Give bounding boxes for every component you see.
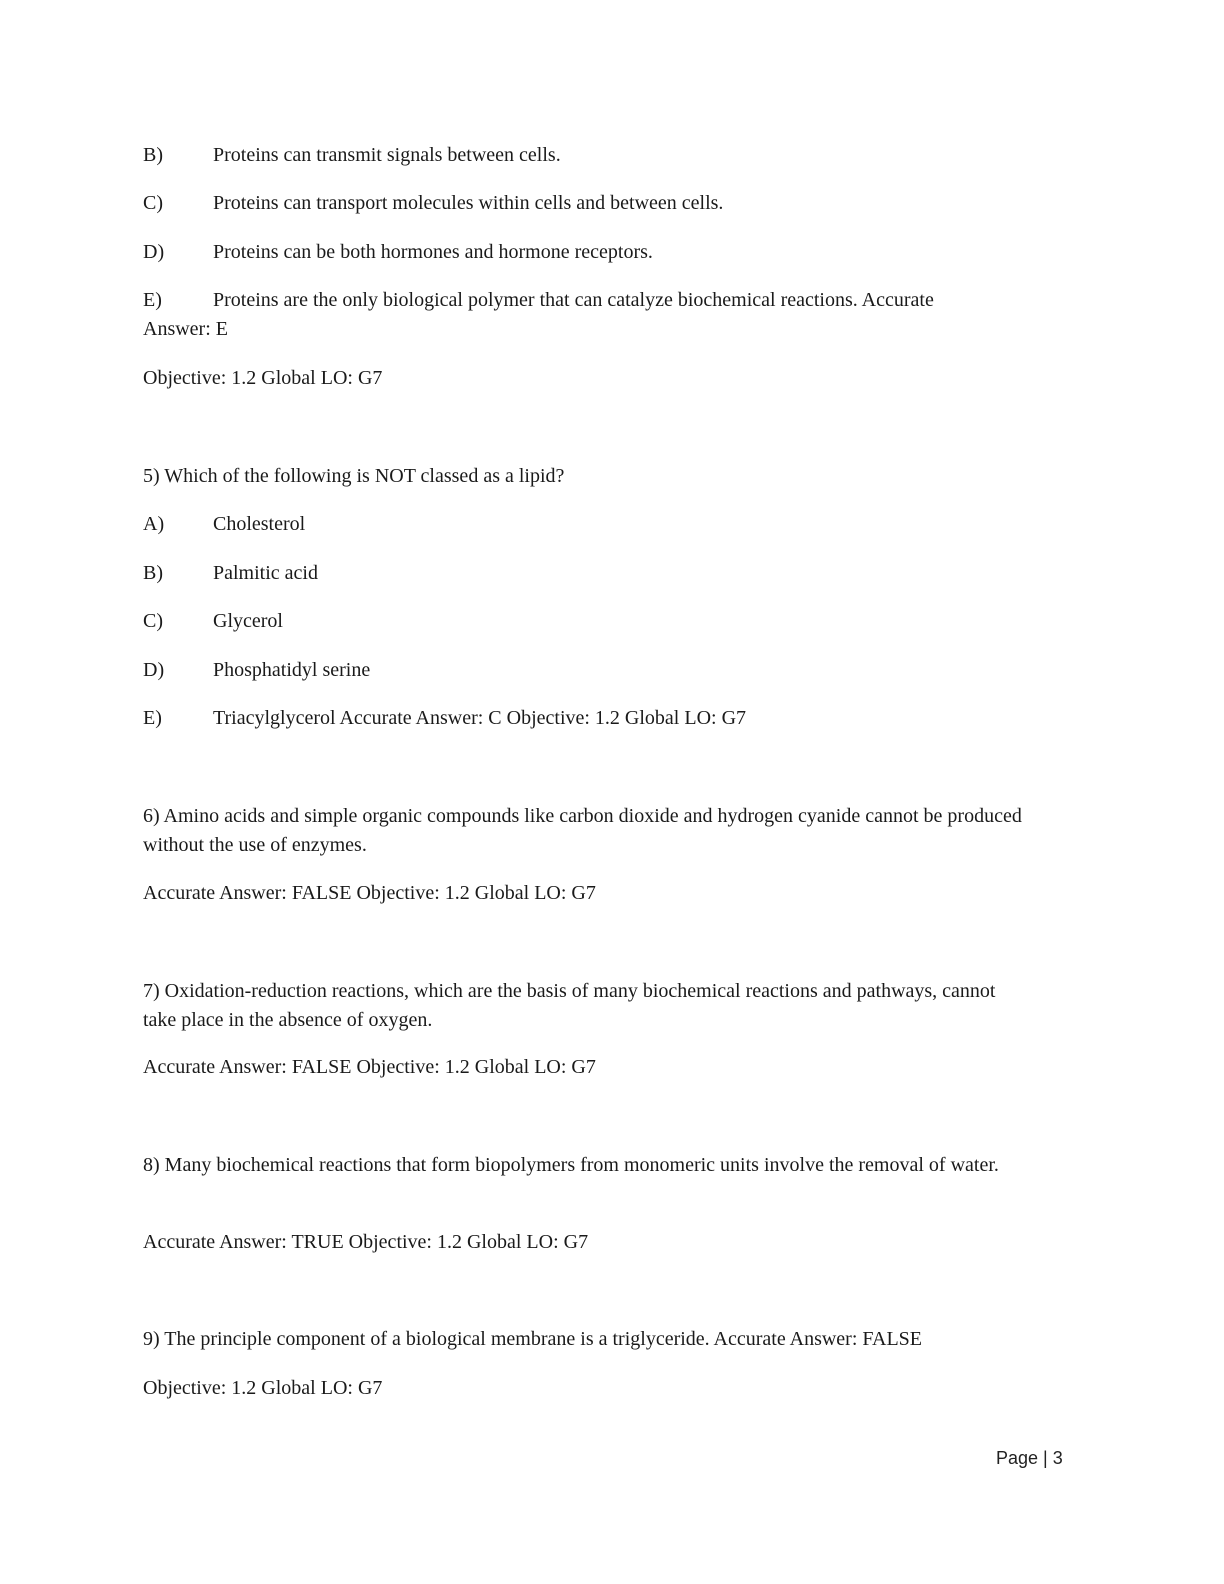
- option-letter: C): [143, 610, 163, 632]
- option-text: Phosphatidyl serine: [213, 659, 371, 681]
- option-text: Triacylglycerol Accurate Answer: C Objective: 1.2 Global LO: G7: [213, 707, 747, 729]
- option-letter: E): [143, 289, 162, 311]
- q5-option-e: [143, 704, 746, 733]
- option-text: Cholesterol: [213, 513, 306, 535]
- q9-objective: Objective: 1.2 Global LO: G7: [143, 1377, 383, 1399]
- q7-question: 7) Oxidation-reduction reactions, which are the basis of many biochemical reactions and pathways, cannot take place in the absence of oxygen.: [143, 980, 996, 1031]
- q5-option-d: [143, 656, 370, 685]
- q4-option-e: [143, 286, 934, 315]
- q6-question: 6) Amino acids and simple organic compounds like carbon dioxide and hydrogen cyanide cannot be produced without the use of enzymes.: [143, 805, 1022, 856]
- option-letter: C): [143, 192, 163, 214]
- option-text: Palmitic acid: [213, 562, 318, 584]
- q4-option-d: [143, 238, 653, 267]
- option-text: Proteins are the only biological polymer that can catalyze biochemical reactions. Accurate: [213, 289, 934, 311]
- q6-answer: Accurate Answer: FALSE Objective: 1.2 Global LO: G7: [143, 882, 596, 904]
- option-letter: B): [143, 562, 163, 584]
- q4-answer: Answer: E: [143, 318, 228, 340]
- option-letter: D): [143, 241, 165, 263]
- option-text: Proteins can be both hormones and hormone receptors.: [213, 241, 653, 263]
- option-text: Proteins can transmit signals between cells.: [213, 144, 561, 166]
- q7-answer: Accurate Answer: FALSE Objective: 1.2 Global LO: G7: [143, 1056, 596, 1078]
- q4-option-b: [143, 141, 561, 170]
- option-letter: D): [143, 659, 165, 681]
- q5-option-c: [143, 607, 283, 636]
- q4-option-c: [143, 189, 723, 218]
- option-letter: E): [143, 707, 162, 729]
- option-text: Glycerol: [213, 610, 283, 632]
- q8-question: 8) Many biochemical reactions that form biopolymers from monomeric units involve the removal of water.: [143, 1154, 999, 1176]
- q5-option-b: [143, 559, 318, 588]
- q5-question: 5) Which of the following is NOT classed as a lipid?: [143, 465, 565, 487]
- q8-answer: Accurate Answer: TRUE Objective: 1.2 Global LO: G7: [143, 1231, 589, 1253]
- q5-option-a: [143, 510, 305, 539]
- option-text: Proteins can transport molecules within cells and between cells.: [213, 192, 724, 214]
- option-letter: A): [143, 513, 165, 535]
- option-letter: B): [143, 144, 163, 166]
- q4-objective: Objective: 1.2 Global LO: G7: [143, 367, 383, 389]
- page-number: Page | 3: [996, 1448, 1063, 1468]
- q9-question: 9) The principle component of a biological membrane is a triglyceride. Accurate Answer: FALSE: [143, 1328, 923, 1350]
